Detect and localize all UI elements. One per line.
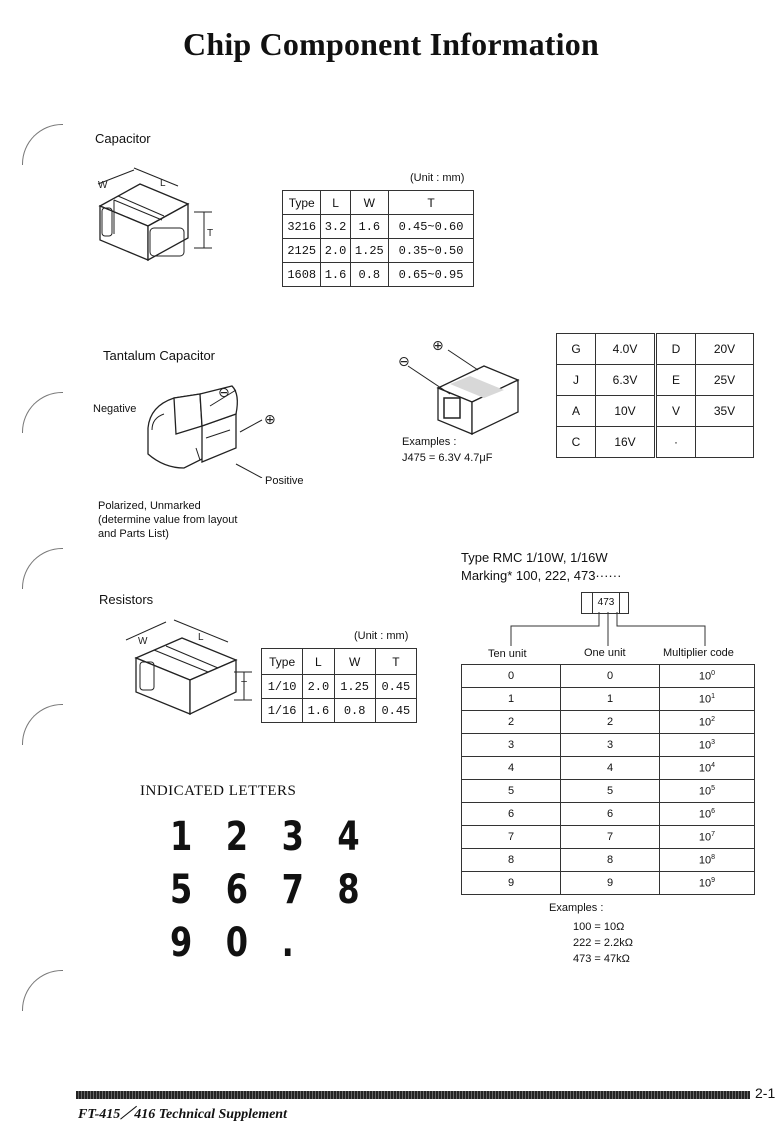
- multiplier-base: 10: [698, 831, 712, 844]
- table-header: W: [334, 649, 375, 675]
- chip-minus-symbol: ⊖: [398, 353, 410, 369]
- col-label-multiplier: Multiplier code: [663, 647, 734, 659]
- page-title: Chip Component Information: [183, 26, 599, 62]
- resistors-heading: Resistors: [99, 592, 154, 607]
- note-line: and Parts List): [98, 528, 169, 540]
- table-cell: 4: [462, 757, 561, 780]
- marking-leaders: [508, 612, 708, 648]
- example-equals: =: [594, 953, 601, 965]
- table-header: L: [303, 649, 334, 675]
- table-cell: 35V: [696, 396, 754, 427]
- table-cell: 0.8: [350, 263, 388, 287]
- table-cell: 10V: [596, 396, 656, 427]
- footer-doc-title: FT-415／416 Technical Supplement: [78, 1107, 287, 1122]
- table-cell: J: [557, 365, 596, 396]
- multiplier-base: 10: [698, 670, 712, 683]
- table-cell: 1608: [283, 263, 321, 287]
- table-cell: 1: [462, 688, 561, 711]
- table-cell: 8: [561, 849, 660, 872]
- table-cell: 3: [561, 734, 660, 757]
- note-line: Polarized, Unmarked: [98, 500, 201, 512]
- table-cell: 1.6: [303, 699, 334, 723]
- example-value: 47kΩ: [603, 953, 630, 965]
- table-cell: 7: [462, 826, 561, 849]
- table-cell: 1: [561, 688, 660, 711]
- marking-box-value: 473: [592, 593, 620, 613]
- voltage-code-table: [556, 333, 754, 458]
- table-cell: 2.0: [321, 239, 350, 263]
- multiplier-base: 10: [698, 762, 712, 775]
- multiplier-exponent: 5: [711, 784, 716, 792]
- chip-plus-symbol: ⊕: [432, 337, 444, 353]
- table-cell: 0.45~0.60: [389, 215, 474, 239]
- table-cell: 1.6: [350, 215, 388, 239]
- margin-arc: [22, 392, 63, 433]
- table-cell: [660, 872, 755, 895]
- table-cell: 5: [561, 780, 660, 803]
- page-number: 2-1: [755, 1085, 776, 1101]
- table-cell: [660, 780, 755, 803]
- table-header: W: [350, 191, 388, 215]
- margin-arc: [22, 548, 63, 589]
- table-cell: 4.0V: [596, 334, 656, 365]
- capacitor-table: [282, 190, 474, 287]
- tantalum-minus-symbol: ⊖: [218, 384, 230, 400]
- table-cell: 0.8: [334, 699, 375, 723]
- resistors-unit-label: (Unit : mm): [354, 630, 409, 642]
- table-header: Type: [283, 191, 321, 215]
- multiplier-exponent: 2: [711, 715, 716, 723]
- table-cell: [660, 711, 755, 734]
- table-cell: 1/16: [262, 699, 303, 723]
- col-label-ten-unit: Ten unit: [488, 648, 527, 660]
- multiplier-base: 10: [698, 716, 712, 729]
- tantalum-note: [98, 499, 237, 541]
- table-cell: 6: [462, 803, 561, 826]
- tantalum-chip-diagram: [392, 336, 532, 436]
- resistor-diagram: [118, 618, 258, 718]
- table-cell: [660, 826, 755, 849]
- multiplier-exponent: 6: [711, 807, 716, 815]
- table-cell: 20V: [696, 334, 754, 365]
- table-header: Type: [262, 649, 303, 675]
- footer-rule: [76, 1091, 750, 1099]
- table-cell: 3: [462, 734, 561, 757]
- margin-arc: [22, 704, 63, 745]
- table-cell: 3.2: [321, 215, 350, 239]
- table-cell: 9: [561, 872, 660, 895]
- example-value: 10Ω: [603, 921, 625, 933]
- example-equals: =: [594, 937, 601, 949]
- table-cell: 0: [462, 665, 561, 688]
- multiplier-base: 10: [698, 785, 712, 798]
- table-cell: 9: [462, 872, 561, 895]
- rmc-examples-label: Examples :: [549, 902, 604, 914]
- tantalum-heading: Tantalum Capacitor: [103, 348, 215, 363]
- table-cell: [696, 427, 754, 458]
- multiplier-base: 10: [698, 808, 712, 821]
- table-header: L: [321, 191, 350, 215]
- rmc-marking-line: Marking* 100, 222, 473······: [461, 568, 622, 583]
- table-cell: ·: [656, 427, 696, 458]
- table-cell: 25V: [696, 365, 754, 396]
- table-header: T: [375, 649, 416, 675]
- table-cell: 1.25: [334, 675, 375, 699]
- multiplier-base: 10: [698, 739, 712, 752]
- table-cell: 4: [561, 757, 660, 780]
- table-cell: 2: [561, 711, 660, 734]
- table-header: T: [389, 191, 474, 215]
- table-cell: [660, 665, 755, 688]
- tantalum-plus-symbol: ⊕: [264, 411, 276, 427]
- resistor-t-label: T: [241, 680, 248, 691]
- tantalum-negative-label: Negative: [93, 403, 137, 415]
- tantalum-positive-label: Positive: [265, 475, 304, 487]
- table-cell: [660, 757, 755, 780]
- tantalum-diagram: [140, 378, 280, 478]
- multiplier-base: 10: [698, 693, 712, 706]
- table-cell: [660, 688, 755, 711]
- table-cell: 1/10: [262, 675, 303, 699]
- table-cell: 3216: [283, 215, 321, 239]
- table-cell: 6: [561, 803, 660, 826]
- table-cell: 8: [462, 849, 561, 872]
- table-cell: 0: [561, 665, 660, 688]
- table-cell: V: [656, 396, 696, 427]
- resistors-table: [261, 648, 417, 723]
- resistor-w-label: W: [138, 636, 148, 647]
- multiplier-exponent: 9: [711, 876, 716, 884]
- multiplier-exponent: 7: [711, 830, 716, 838]
- multiplier-table: [461, 664, 755, 895]
- table-cell: C: [557, 427, 596, 458]
- example-line: [573, 935, 633, 951]
- table-cell: 0.45: [375, 699, 416, 723]
- table-cell: [660, 803, 755, 826]
- example-line: [573, 951, 633, 967]
- margin-arc: [22, 970, 63, 1011]
- rmc-type-line: Type RMC 1/10W, 1/16W: [461, 550, 608, 565]
- table-cell: 1.6: [321, 263, 350, 287]
- capacitor-unit-label: (Unit : mm): [410, 172, 465, 184]
- table-cell: 1.25: [350, 239, 388, 263]
- example-value: 2.2kΩ: [603, 937, 633, 949]
- capacitor-heading: Capacitor: [95, 131, 151, 146]
- table-cell: 16V: [596, 427, 656, 458]
- table-cell: [660, 734, 755, 757]
- example-equals: =: [594, 921, 601, 933]
- multiplier-exponent: 8: [711, 853, 716, 861]
- example-code: 222: [573, 937, 592, 949]
- margin-arc: [22, 124, 63, 165]
- table-cell: 0.45: [375, 675, 416, 699]
- table-cell: 2.0: [303, 675, 334, 699]
- capacitor-w-label: W: [98, 180, 108, 191]
- capacitor-t-label: T: [207, 228, 214, 239]
- example-code: 100: [573, 921, 592, 933]
- note-line: (determine value from layout: [98, 514, 238, 526]
- capacitor-l-label: L: [160, 178, 166, 189]
- table-cell: 6.3V: [596, 365, 656, 396]
- table-cell: 2: [462, 711, 561, 734]
- col-label-one-unit: One unit: [584, 647, 626, 659]
- indicated-letters-heading: INDICATED LETTERS: [140, 783, 297, 799]
- table-cell: 5: [462, 780, 561, 803]
- table-cell: E: [656, 365, 696, 396]
- resistor-l-label: L: [198, 632, 204, 643]
- capacitor-diagram: [88, 164, 228, 274]
- indicated-digits-row: 5 6 7 8: [170, 867, 371, 913]
- multiplier-exponent: 0: [711, 669, 716, 677]
- multiplier-exponent: 3: [711, 738, 716, 746]
- example-code: 473: [573, 953, 592, 965]
- rmc-examples: [573, 919, 633, 967]
- multiplier-base: 10: [698, 854, 712, 867]
- table-cell: A: [557, 396, 596, 427]
- table-cell: 7: [561, 826, 660, 849]
- multiplier-exponent: 1: [711, 692, 716, 700]
- tantalum-example-value: J475 = 6.3V 4.7μF: [402, 452, 493, 464]
- table-cell: 0.65~0.95: [389, 263, 474, 287]
- marking-box: [581, 592, 629, 614]
- tantalum-examples-label: Examples :: [402, 436, 457, 448]
- multiplier-base: 10: [698, 877, 712, 890]
- table-cell: D: [656, 334, 696, 365]
- indicated-digits-row: 9 0 .: [170, 920, 305, 966]
- table-cell: [660, 849, 755, 872]
- table-cell: G: [557, 334, 596, 365]
- table-cell: 0.35~0.50: [389, 239, 474, 263]
- multiplier-exponent: 4: [711, 761, 716, 769]
- indicated-digits-row: 1 2 3 4: [170, 814, 371, 860]
- example-line: [573, 919, 633, 935]
- table-cell: 2125: [283, 239, 321, 263]
